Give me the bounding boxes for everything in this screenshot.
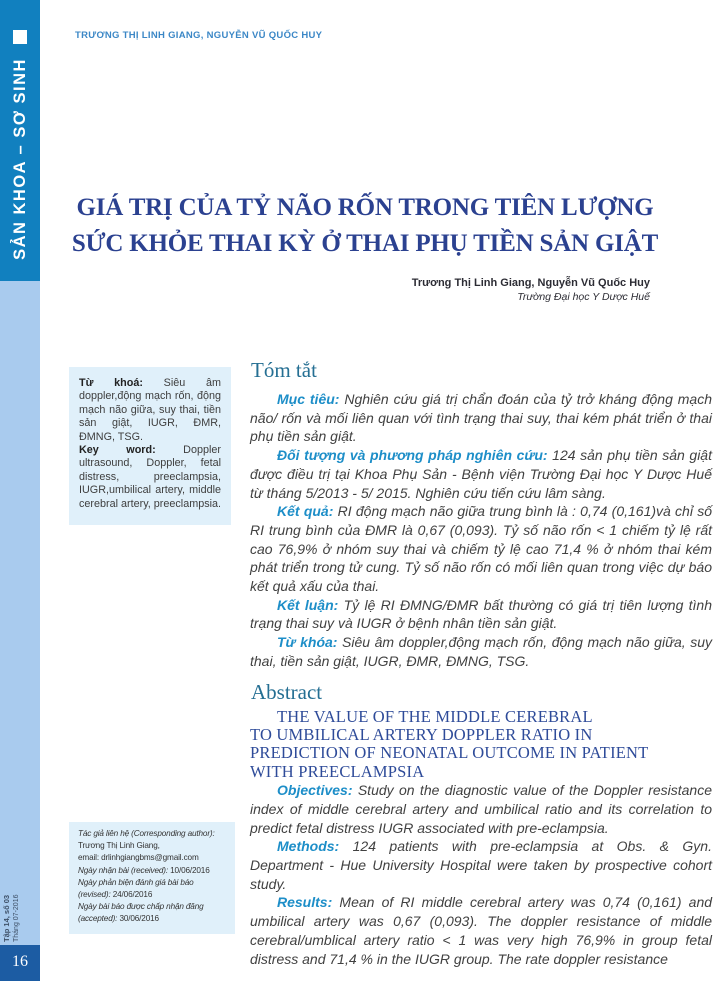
byline-affiliation: Trường Đại học Y Dược Huế <box>517 291 650 303</box>
paragraph-text: Study on the diagnostic value of the Doppler resistance index of middle cerebral artery and umbilical ratio and its correlation to predict fetal distress IUGR associated with pre-eclampsia. <box>250 782 712 836</box>
contact-author-name: Trương Thị Linh Giang, <box>78 841 160 851</box>
byline-authors: Trương Thị Linh Giang, Nguyễn Vũ Quốc Huy <box>411 277 650 289</box>
paragraph-label: Methods: <box>277 838 353 855</box>
contact-accepted <box>78 901 226 925</box>
abstract-paragraph-methods <box>250 837 712 893</box>
abstract-title-line4: WITH PREECLAMPSIA <box>250 761 425 781</box>
accepted-label: Ngày bài báo được chấp nhận đăng (accepted): <box>78 902 204 924</box>
contact-email: email: drlinhgiangbms@gmail.com <box>78 853 199 863</box>
summary-heading: Tóm tắt <box>251 358 317 382</box>
issue-info-vertical <box>2 862 38 942</box>
paragraph-text: RI động mạch não giữa trung bình là : 0,74 (0,161)và chỉ số RI trung bình của ĐMR là 0,67 (0,093). Tỷ số não rốn < 1 chiếm tỷ lệ rất cao 76,9% ở nhóm suy thai và chiếm tỷ lệ cao 71,4 % ở nhóm thai kém phát triển trong tử cung. Tỷ số não rốn có mối liên quan trong việc dự báo kết quả xấu của thai. <box>250 503 712 595</box>
corresponding-author-box <box>69 822 235 934</box>
paragraph-text: 124 patients with pre-eclampsia at Obs. & Gyn. Department - Hue University Hospital were taken by prospective cohort study. <box>250 838 712 892</box>
abstract-heading: Abstract <box>251 679 323 704</box>
paragraph-label: Kết luận: <box>277 596 344 613</box>
paragraph-text: Nghiên cứu giá trị chẩn đoán của tỷ trở kháng động mạch não/ rốn và mối liên quan với tình trạng thai suy, thai kém phát triển ở thai phụ tiền sản giật. <box>250 391 712 445</box>
received-date: 10/06/2016 <box>170 865 210 875</box>
paragraph-text: Mean of RI middle cerebral artery was 0,74 (0,161) and umbilical artery was 0,67 (0,093). The doppler resistance of middle cerebral/umblical artery ratio < 1 was very high 76,9% in group fetal distress and 71,4 % in the IUGR group. The rate doppler resistance <box>250 894 713 967</box>
issue-volume: Tập 14, số 03 <box>2 894 11 942</box>
byline <box>412 276 650 304</box>
paragraph-label: Kết quả: <box>277 503 338 520</box>
section-band <box>0 0 40 281</box>
abstract-paragraph-results <box>250 893 712 968</box>
contact-revised <box>78 877 226 901</box>
side-band-light <box>0 281 40 945</box>
summary-paragraph-results <box>250 502 712 596</box>
article-title-line2: SỨC KHỎE THAI KỲ Ở THAI PHỤ TIỀN SẢN GIẬT <box>71 230 659 257</box>
keywords-en-text: Doppler ultrasound, Doppler, fetal distress, preeclampsia, IUGR,umbilical artery, middle cerebral artery, preeclampsia. <box>79 444 222 510</box>
paragraph-label: Từ khóa: <box>277 634 343 651</box>
section-label-vertical: SẢN KHOA – SƠ SINH <box>11 58 29 260</box>
abstract-title-line1: THE VALUE OF THE MIDDLE CEREBRAL <box>277 706 593 726</box>
section-marker-square-icon <box>13 30 27 44</box>
revised-label: Ngày phản biện đánh giá bài báo (revised): <box>78 877 194 900</box>
accepted-date: 30/06/2016 <box>119 914 159 924</box>
paragraph-label: Đối tượng và phương pháp nghiên cứu: <box>277 447 553 464</box>
paragraph-text: Siêu âm doppler,động mạch rốn, động mạch não giữa, suy thai, tiền sản giật, IUGR, ĐMR, ĐMNG, TSG. <box>250 634 712 669</box>
abstract-title <box>250 708 712 782</box>
revised-date: 24/06/2016 <box>112 890 153 900</box>
keywords-vn-label: Từ khoá: <box>79 377 143 389</box>
running-head-authors: TRƯƠNG THỊ LINH GIANG, NGUYỄN VŨ QUỐC HUY <box>75 30 323 41</box>
received-label: Ngày nhận bài (received): <box>78 865 171 875</box>
paragraph-text: Tỷ lệ RI ĐMNG/ĐMR bất thường có giá trị tiên lượng tình trạng thai suy và IUGR ở bệnh nhân tiền sản giật. <box>250 596 713 632</box>
issue-month: Tháng 07-2016 <box>13 894 20 942</box>
page-number: 16 <box>0 945 40 981</box>
article-title <box>45 190 685 262</box>
contact-received <box>78 865 226 877</box>
keywords-vn-text: Siêu âm doppler,động mạch rốn, động mạch não giữa, suy thai, tiền sản giật, IUGR, ĐMR, ĐMNG, TSG. <box>79 377 221 443</box>
summary-paragraph-methods <box>250 446 712 502</box>
paragraph-label: Results: <box>277 894 340 911</box>
summary-paragraph-conclusion <box>250 596 712 633</box>
abstract-paragraph-objectives <box>250 781 712 837</box>
paragraph-label: Mục tiêu: <box>277 391 345 407</box>
contact-label: Tác giả liên hệ (Corresponding author): <box>78 829 215 838</box>
keywords-en-label: Key word: <box>79 444 156 457</box>
abstract-title-line2: TO UMBILICAL ARTERY DOPPLER RATIO IN <box>250 724 593 744</box>
paragraph-label: Objectives: <box>277 782 358 799</box>
summary-paragraph-keywords <box>250 633 712 670</box>
keywords-box <box>69 367 231 525</box>
article-title-line1: GIÁ TRỊ CỦA TỶ NÃO RỐN TRONG TIÊN LƯỢNG <box>76 194 654 221</box>
main-column <box>250 358 712 968</box>
paragraph-text: 124 sản phụ tiền sản giật được điều trị tại Khoa Phụ Sản - Bệnh viện Trường Đại học Y Dược Huế từ tháng 5/2013 - 5/ 2015. Nghiên cứu tiến cứu lâm sàng. <box>250 447 712 501</box>
abstract-title-line3: PREDICTION OF NEONATAL OUTCOME IN PATIENT <box>250 743 649 763</box>
summary-paragraph-objectives <box>250 390 712 446</box>
